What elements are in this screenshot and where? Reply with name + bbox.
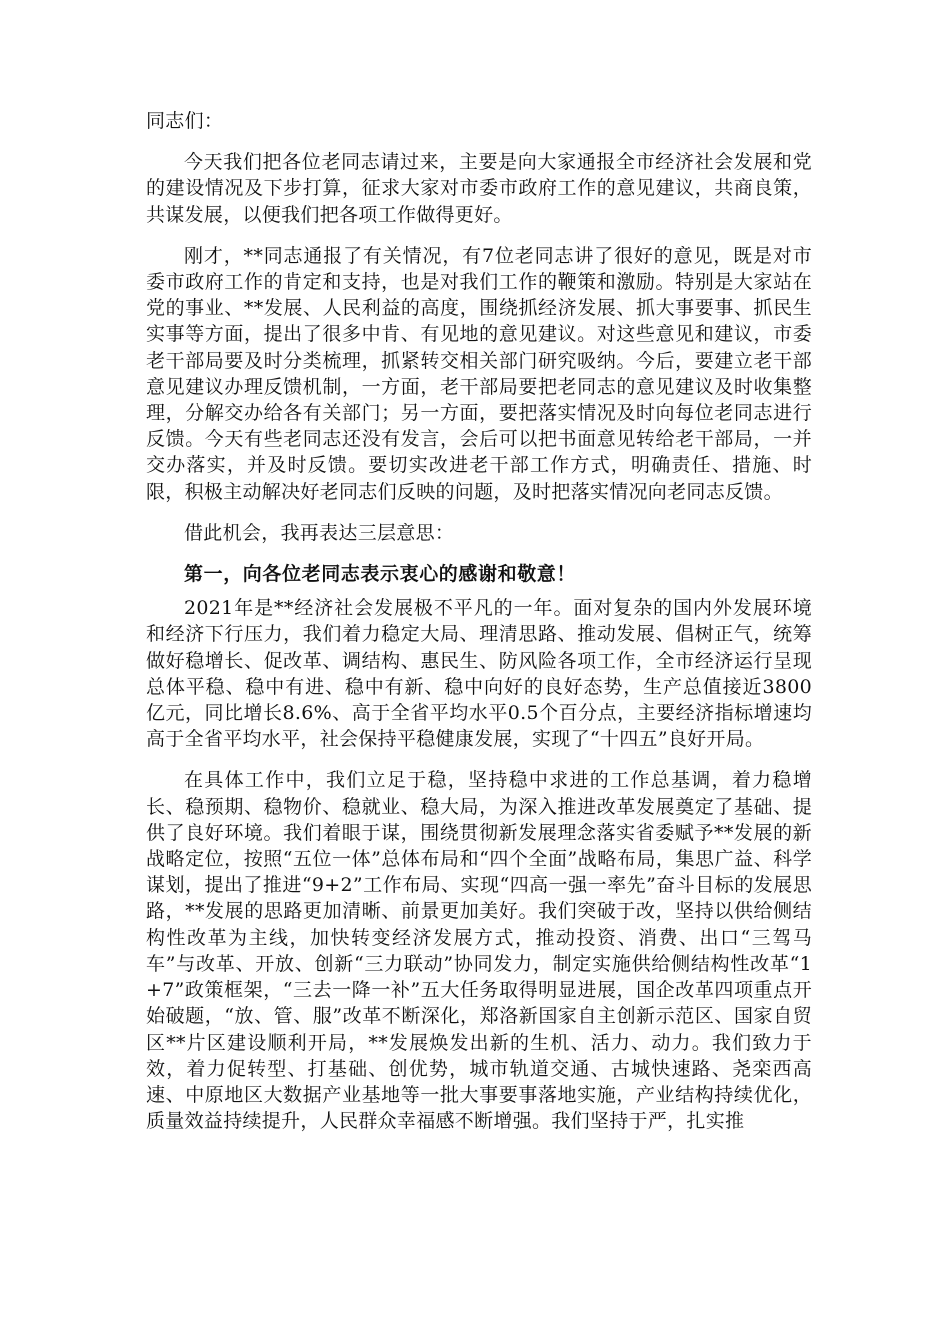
document-body <box>146 108 812 1142</box>
paragraph-intro: 今天我们把各位老同志请过来，主要是向大家通报全市经济社会发展和党的建设情况及下步打算，征求大家对市委市政府工作的意见建议，共商良策，共谋发展，以便我们把各项工作做得更好。 <box>146 151 812 226</box>
paragraph-transition: 借此机会，我再表达三层意思： <box>184 521 455 544</box>
paragraph-2021-overview: 2021年是**经济社会发展极不平凡的一年。面对复杂的国内外发展环境和经济下行压力，我们着力稳定大局、理清思路、推动发展、倡树正气，统筹做好稳增长、促改革、调结构、惠民生、防风险各项工作，全市经济运行呈现总体平稳、稳中有进、稳中有新、稳中向好的良好态势，生产总值接近3800亿元，同比增长8.6%、高于全省平均水平0.5个百分点，主要经济指标增速均高于全省平均水平，社会保持平稳健康发展，实现了“十四五”良好开局。 <box>146 597 812 751</box>
paragraph-specific-work: 在具体工作中，我们立足于稳，坚持稳中求进的工作总基调，着力稳增长、稳预期、稳物价、稳就业、稳大局，为深入推进改革发展奠定了基础、提供了良好环境。我们着眼于谋，围绕贯彻新发展理念落实省委赋予**发展的新战略定位，按照“五位一体”总体布局和“四个全面”战略布局，集思广益、科学谋划，提出了推进“9+2”工作布局、实现“四高一强一率先”奋斗目标的发展思路，**发展的思路更加清晰、前景更加美好。我们突破于改，坚持以供给侧结构性改革为主线，加快转变经济发展方式，推动投资、消费、出口“三驾马车”与改革、开放、创新“三力联动”协同发力，制定实施供给侧结构性改革“1+7”政策框架，“三去一降一补”五大任务取得明显进展，国企改革四项重点开始破题，“放、管、服”改革不断深化，郑洛新国家自主创新示范区、国家自贸区**片区建设顺利开局，**发展焕发出新的生机、活力、动力。我们致力于效，着力促转型、打基础、创优势，城市轨道交通、古城快速路、尧栾西高速、中原地区大数据产业基地等一批大事要事落地实施，产业结构持续优化，质量效益持续提升，人民群众幸福感不断增强。我们坚持于严，扎实推 <box>146 769 812 1133</box>
section-heading-1: 第一，向各位老同志表示衷心的感谢和敬意！ <box>184 563 577 586</box>
paragraph-feedback: 刚才，**同志通报了有关情况，有7位老同志讲了很好的意见，既是对市委市政府工作的肯定和支持，也是对我们工作的鞭策和激励。特别是大家站在党的事业、**发展、人民利益的高度，围绕抓经济发展、抓大事要事、抓民生实事等方面，提出了很多中肯、有见地的意见建议。对这些意见和建议，市委老干部局要及时分类梳理，抓紧转交相关部门研究吸纳。今后，要建立老干部意见建议办理反馈机制，一方面，老干部局要把老同志的意见建议及时收集整理，分解交办给各有关部门；另一方面，要把落实情况及时向每位老同志进行反馈。今天有些老同志还没有发言，会后可以把书面意见转给老干部局，一并交办落实，并及时反馈。要切实改进老干部工作方式，明确责任、措施、时限，积极主动解决好老同志们反映的问题，及时把落实情况向老同志反馈。 <box>146 244 812 503</box>
salutation: 同志们： <box>146 110 224 132</box>
